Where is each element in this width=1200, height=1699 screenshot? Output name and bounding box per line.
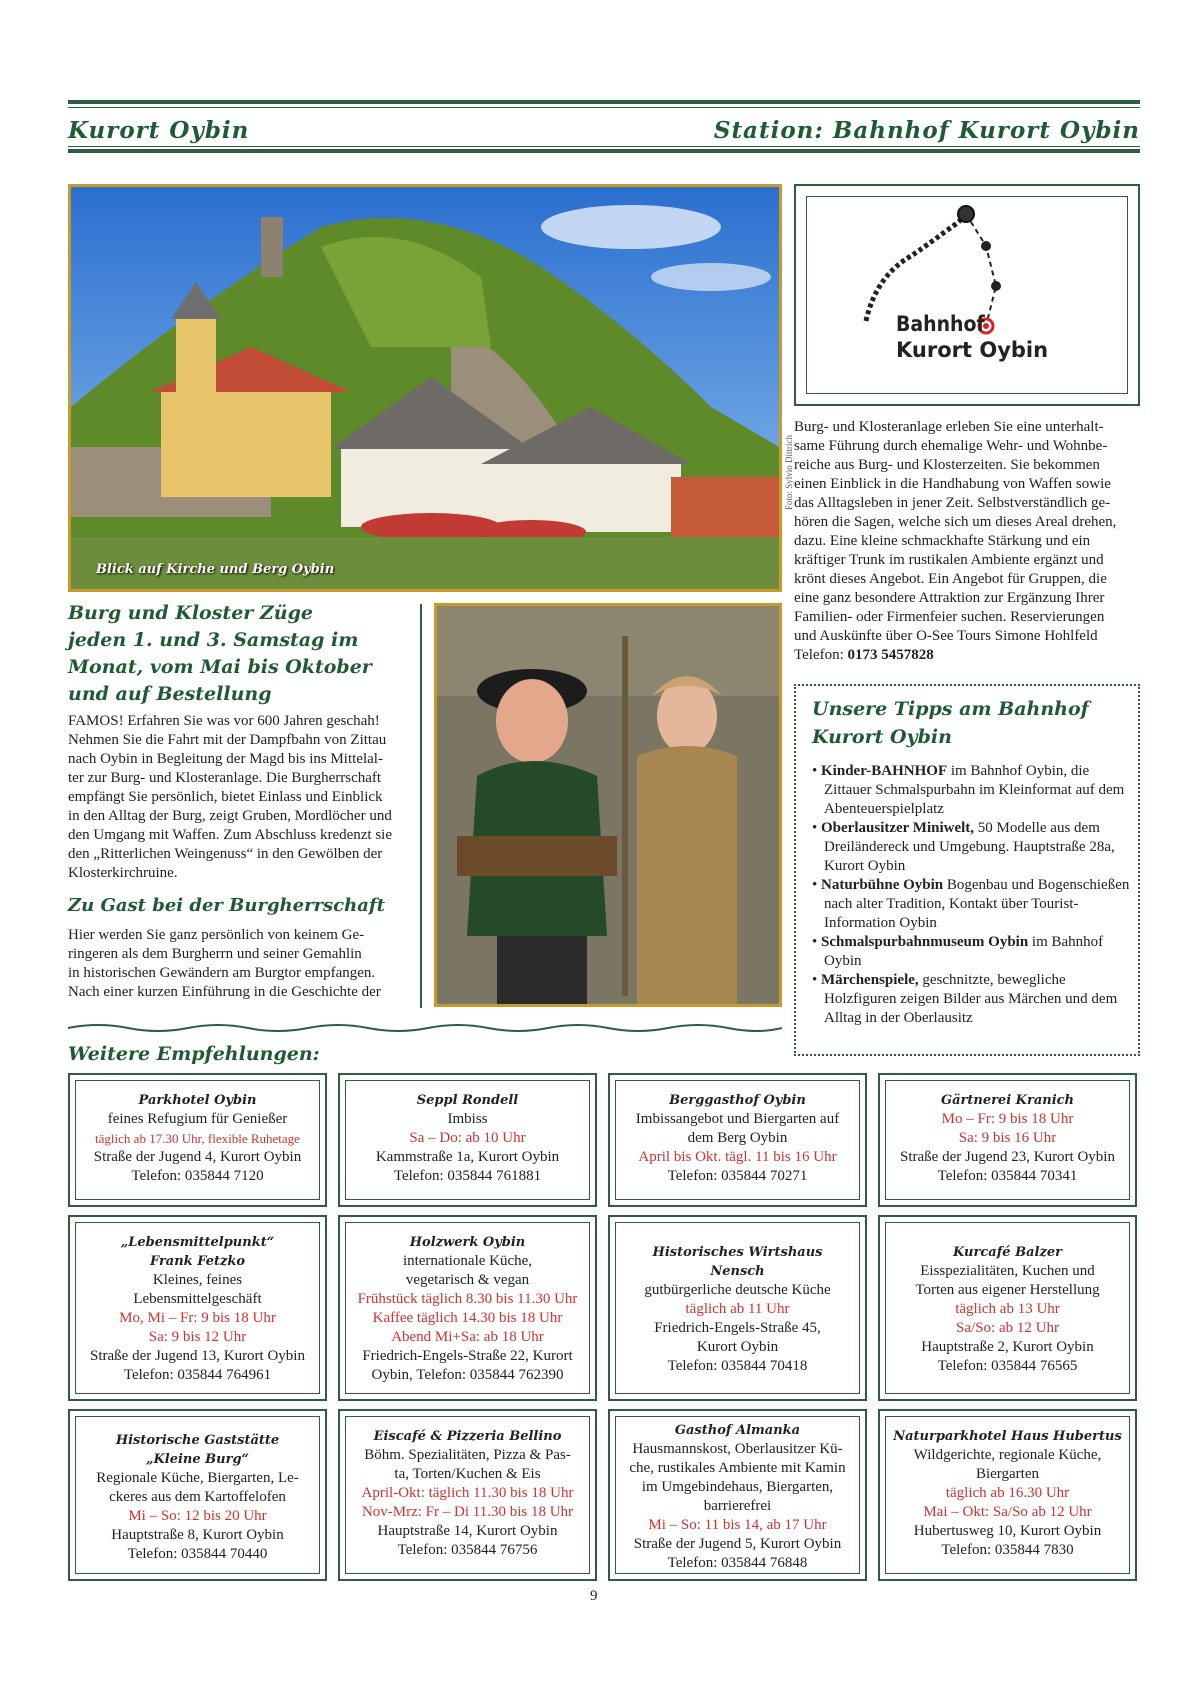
card-line: Straße der Jugend 13, Kurort Oybin (90, 1348, 305, 1364)
sub-body-line: in historischen Gewändern am Burgtor empfangen. (68, 965, 376, 981)
card-line: täglich ab 11 Uhr (685, 1301, 790, 1317)
card-line: Telefon: 035844 76756 (397, 1542, 538, 1558)
tips-heading-line1: Unsere Tipps am Bahnhof (812, 698, 1089, 720)
card-line: feines Refugium für Genießer (107, 1111, 288, 1127)
left-body-line: ter zur Burg- und Klosteranlage. Die Burgherrschaft (68, 770, 382, 786)
card-line: Telefon: 035844 7120 (131, 1168, 264, 1184)
heading-line: Burg und Kloster Züge (68, 602, 313, 624)
card-title: Gasthof Almanka (674, 1423, 801, 1438)
tips-list-item: • Oberlausitzer Miniwelt, 50 Modelle aus dem Dreiländereck und Umgebung. Hauptstraße 28a, Kurort Oybin (812, 820, 1115, 874)
card-line: Telefon: 035844 70418 (667, 1358, 808, 1374)
card-line: Sa: 9 bis 16 Uhr (958, 1130, 1057, 1146)
recommendation-card (338, 1215, 597, 1401)
heading-line: Monat, vom Mai bis Oktober (68, 656, 372, 678)
right-body-line: krönt dieses Angebot. Ein Angebot für Gruppen, die (794, 571, 1107, 587)
card-line: Mo, Mi – Fr: 9 bis 18 Uhr (119, 1310, 276, 1326)
right-body-phone-line (794, 646, 1140, 665)
header-right-title: Station: Bahnhof Kurort Oybin (713, 117, 1140, 144)
phone-label: Telefon: (794, 647, 848, 663)
photo-caption: Blick auf Kirche und Berg Oybin (96, 562, 335, 577)
recommendation-card (68, 1215, 327, 1401)
card-title: „Kleine Burg“ (145, 1452, 250, 1467)
right-body-line: eine ganz besondere Attraktion zur Ergänzung Ihrer (794, 590, 1105, 606)
card-content (888, 1243, 1127, 1376)
card-line: Böhm. Spezialitäten, Pizza & Pas- (364, 1447, 571, 1463)
recommendation-card (338, 1073, 597, 1207)
card-line: Straße der Jugend 4, Kurort Oybin (93, 1149, 302, 1165)
recommendation-card (608, 1073, 867, 1207)
knight-photo (434, 603, 782, 1007)
tip-rest: 50 Modelle aus dem Dreiländereck und Umgebung. Hauptstraße 28a, Kurort Oybin (824, 820, 1115, 874)
card-line: Sa/So: ab 12 Uhr (956, 1320, 1059, 1336)
card-line: Telefon: 035844 76848 (667, 1555, 808, 1571)
article-left-body (68, 712, 418, 883)
recommendation-card (878, 1215, 1137, 1401)
card-line: Abend Mi+Sa: ab 18 Uhr (391, 1329, 544, 1345)
card-line: täglich ab 17.30 Uhr, flexible Ruhetage (95, 1131, 300, 1146)
card-title: Holzwerk Oybin (409, 1235, 526, 1250)
card-content (618, 1243, 857, 1376)
card-line: Hauptstraße 8, Kurort Oybin (111, 1527, 284, 1543)
card-line: Friedrich-Engels-Straße 22, Kurort (362, 1348, 573, 1364)
right-body-line: dazu. Eine kleine schmackhafte Stärkung und ein (794, 533, 1091, 549)
card-line: Wildgerichte, regionale Küche, (913, 1447, 1102, 1463)
sub-body-line: Nach einer kurzen Einführung in die Geschichte der (68, 984, 381, 1000)
left-body-line: den „Ritterlichen Weingenuss“ in den Gewölben der (68, 846, 383, 862)
column-divider (420, 604, 422, 1008)
recommendation-card (338, 1409, 597, 1581)
page-number: 9 (590, 1588, 598, 1604)
card-line: Mo – Fr: 9 bis 18 Uhr (941, 1111, 1074, 1127)
tip-rest: im Bahnhof Oybin, die Zittauer Schmalspurbahn im Kleinformat auf dem Abenteuerspielplatz (824, 763, 1125, 817)
card-line: Straße der Jugend 23, Kurort Oybin (900, 1149, 1115, 1165)
phone-number: 0173 5457828 (847, 647, 934, 663)
card-title: „Lebensmittelpunkt“ (120, 1235, 275, 1250)
article-right-body (794, 418, 1140, 665)
card-line: Hubertusweg 10, Kurort Oybin (913, 1523, 1102, 1539)
card-line: barrierefrei (703, 1498, 772, 1514)
tips-list-item: • Naturbühne Oybin Bogenbau und Bogenschießen nach alter Tradition, Kontakt über Tourist-Information Oybin (812, 877, 1130, 931)
card-content (348, 1091, 587, 1186)
route-map-box (794, 184, 1140, 406)
ornament-divider (68, 1022, 782, 1034)
tip-bold: Kinder-BAHNHOF (821, 763, 948, 779)
left-body-line: empfängt Sie persönlich, bietet Einlass und Einblick (68, 789, 383, 805)
article-sub-body (68, 926, 418, 1002)
card-line: dem Berg Oybin (687, 1130, 788, 1146)
card-content (78, 1091, 317, 1186)
card-line: im Umgebindehaus, Biergarten, (641, 1479, 834, 1495)
card-line: Frühstück täglich 8.30 bis 11.30 Uhr (357, 1291, 578, 1307)
right-body-line: reiche aus Burg- und Klosterzeiten. Sie bekommen (794, 457, 1100, 473)
card-content (888, 1091, 1127, 1186)
map-label-line1: Bahnhof (896, 312, 985, 336)
card-title: Nensch (710, 1264, 765, 1279)
card-title: Historische Gaststätte (115, 1433, 280, 1448)
recommendation-card (878, 1073, 1137, 1207)
card-line: Telefon: 035844 761881 (393, 1168, 542, 1184)
right-body-line: das Alltagsleben in jener Zeit. Selbstverständlich ge- (794, 495, 1111, 511)
right-body-line: kräftiger Trunk im rustikalen Ambiente ergänzt und (794, 552, 1104, 568)
card-line: Mi – So: 12 bis 20 Uhr (128, 1508, 267, 1524)
card-line: ta, Torten/Kuchen & Eis (394, 1466, 541, 1482)
card-line: täglich ab 16.30 Uhr (945, 1485, 1070, 1501)
article-subheading: Zu Gast bei der Burgherrschaft (68, 895, 385, 916)
right-body-line: und Auskünfte über O-See Tours Simone Hohlfeld (794, 628, 1098, 644)
card-line: Sa: 9 bis 12 Uhr (148, 1329, 247, 1345)
card-title: Gärtnerei Kranich (940, 1093, 1074, 1108)
card-line: April-Okt: täglich 11.30 bis 18 Uhr (361, 1485, 574, 1501)
card-line: Telefon: 035844 70271 (667, 1168, 808, 1184)
right-body-line: Burg- und Klosteranlage erleben Sie eine unterhalt- (794, 419, 1104, 435)
card-line: Telefon: 035844 70440 (127, 1546, 268, 1562)
recommendation-card (878, 1409, 1137, 1581)
card-title: Kurcafé Balzer (953, 1245, 1062, 1260)
right-body-line: same Führung durch ehemalige Wehr- und Wohnbe- (794, 438, 1108, 454)
card-line: Telefon: 035844 70341 (937, 1168, 1078, 1184)
card-content (348, 1233, 587, 1385)
card-line: Straße der Jugend 5, Kurort Oybin (633, 1536, 842, 1552)
tips-heading-line2: Kurort Oybin (812, 726, 952, 748)
card-line: Imbiss (447, 1111, 488, 1127)
card-title: Berggasthof Oybin (669, 1093, 806, 1108)
card-content (618, 1091, 857, 1186)
right-body-line: Familien- oder Firmenfeier suchen. Reservierungen (794, 609, 1105, 625)
card-line: Telefon: 035844 7830 (941, 1542, 1074, 1558)
header-rule-bottom (68, 149, 1140, 153)
card-content (888, 1427, 1127, 1560)
card-line: Torten aus eigener Herstellung (915, 1282, 1100, 1298)
tips-list-item: • Märchenspiele, geschnitzte, bewegliche Holzfiguren zeigen Bilder aus Märchen und dem Alltag in der Oberlausitz (812, 972, 1118, 1026)
card-line: Telefon: 035844 764961 (123, 1367, 272, 1383)
tips-list-item: • Kinder-BAHNHOF im Bahnhof Oybin, die Zittauer Schmalspurbahn im Kleinformat auf dem Abenteuerspielplatz (812, 763, 1125, 817)
right-body-line: hören die Sagen, welche sich um dieses Areal drehen, (794, 514, 1117, 530)
card-line: Regionale Küche, Biergarten, Le- (96, 1470, 299, 1486)
left-body-line: in den Alltag der Burg, zeigt Gruben, Mordlöcher und (68, 808, 392, 824)
header-left-title: Kurort Oybin (68, 117, 250, 144)
tips-list (812, 762, 1132, 1028)
card-line: Kleines, feines (152, 1272, 243, 1288)
tip-bold: Schmalspurbahnmuseum Oybin (821, 934, 1029, 950)
card-line: gutbürgerliche deutsche Küche (644, 1282, 831, 1298)
card-title: Naturparkhotel Haus Hubertus (893, 1429, 1122, 1444)
tip-bold: Oberlausitzer Miniwelt, (821, 820, 975, 836)
left-body-line: den Umgang mit Waffen. Zum Abschluss kredenzt sie (68, 827, 393, 843)
card-title: Eiscafé & Pizzeria Bellino (373, 1429, 562, 1444)
tip-bold: Märchenspiele, (821, 972, 919, 988)
card-line: ckeres aus dem Kartoffelofen (109, 1489, 286, 1505)
left-body-line: FAMOS! Erfahren Sie was vor 600 Jahren geschah! (68, 713, 380, 729)
sub-body-line: Hier werden Sie ganz persönlich von keinem Ge- (68, 927, 365, 943)
heading-line: jeden 1. und 3. Samstag im (68, 629, 359, 651)
card-line: Imbissangebot und Biergarten auf (635, 1111, 840, 1127)
card-line: Eisspezialitäten, Kuchen und (920, 1263, 1095, 1279)
tip-bold: Naturbühne Oybin (821, 877, 944, 893)
tip-rest: im Bahnhof Oybin (824, 934, 1104, 969)
heading-line: und auf Bestellung (68, 683, 272, 705)
card-line: Lebensmittelgeschäft (133, 1291, 262, 1307)
recommendation-card (68, 1409, 327, 1581)
header-rule-top (68, 100, 1140, 104)
card-line: vegetarisch & vegan (405, 1272, 530, 1288)
photo-credit: Foto: Sylvio Dittrich (784, 434, 794, 510)
header-rule-top-thin (68, 107, 1140, 108)
left-body-line: nach Oybin in Begleitung der Magd bis ins Mittelal- (68, 751, 383, 767)
left-body-line: Klosterkirchruine. (68, 865, 178, 881)
header-rule-bottom-thin (68, 146, 1140, 147)
card-line: Hauptstraße 2, Kurort Oybin (921, 1339, 1094, 1355)
card-line: Oybin, Telefon: 035844 762390 (371, 1367, 564, 1383)
card-line: Mai – Okt: Sa/So ab 12 Uhr (923, 1504, 1092, 1520)
card-line: internationale Küche, (402, 1253, 533, 1269)
tip-rest: Bogenbau und Bogenschießen nach alter Tradition, Kontakt über Tourist-Information Oybin (824, 877, 1130, 931)
card-line: Telefon: 035844 76565 (937, 1358, 1078, 1374)
card-line: Hauptstraße 14, Kurort Oybin (377, 1523, 558, 1539)
tips-list-item: • Schmalspurbahnmuseum Oybin im Bahnhof Oybin (812, 934, 1104, 969)
card-line: che, rustikales Ambiente mit Kamin (629, 1460, 846, 1476)
card-title: Historisches Wirtshaus (652, 1245, 823, 1260)
right-body-line: einen Einblick in die Handhabung von Waffen sowie (794, 476, 1111, 492)
card-title: Seppl Rondell (416, 1093, 519, 1108)
card-line: Kaffee täglich 14.30 bis 18 Uhr (372, 1310, 563, 1326)
tip-rest: geschnitzte, bewegliche Holzfiguren zeigen Bilder aus Märchen und dem Alltag in der Oberlausitz (824, 972, 1118, 1026)
card-line: täglich ab 13 Uhr (955, 1301, 1060, 1317)
main-photo (68, 184, 782, 592)
recommendation-card (68, 1073, 327, 1207)
card-content (78, 1233, 317, 1385)
recommendation-card (608, 1215, 867, 1401)
route-map-icon (796, 186, 1138, 404)
card-line: Sa – Do: ab 10 Uhr (409, 1130, 526, 1146)
card-line: Kurort Oybin (696, 1339, 779, 1355)
tips-box (794, 684, 1140, 1056)
card-title: Frank Fetzko (149, 1254, 246, 1269)
card-title: Parkhotel Oybin (138, 1093, 257, 1108)
map-label-line2: Kurort Oybin (896, 338, 1049, 362)
recommendation-card (608, 1409, 867, 1581)
card-content (348, 1427, 587, 1560)
sub-body-line: ringeren als dem Burgherrn und seiner Gemahlin (68, 946, 362, 962)
recommendations-heading: Weitere Empfehlungen: (68, 1043, 320, 1065)
card-content (78, 1431, 317, 1564)
card-line: Friedrich-Engels-Straße 45, (654, 1320, 821, 1336)
card-line: April bis Okt. tägl. 11 bis 16 Uhr (638, 1149, 837, 1165)
article-heading (68, 600, 418, 708)
card-line: Kammstraße 1a, Kurort Oybin (375, 1149, 560, 1165)
card-line: Hausmannskost, Oberlausitzer Kü- (632, 1441, 843, 1457)
card-line: Biergarten (975, 1466, 1040, 1482)
card-line: Nov-Mrz: Fr – Di 11.30 bis 18 Uhr (361, 1504, 574, 1520)
card-line: Mi – So: 11 bis 14, ab 17 Uhr (648, 1517, 827, 1533)
left-body-line: Nehmen Sie die Fahrt mit der Dampfbahn von Zittau (68, 732, 387, 748)
card-content (618, 1421, 857, 1573)
